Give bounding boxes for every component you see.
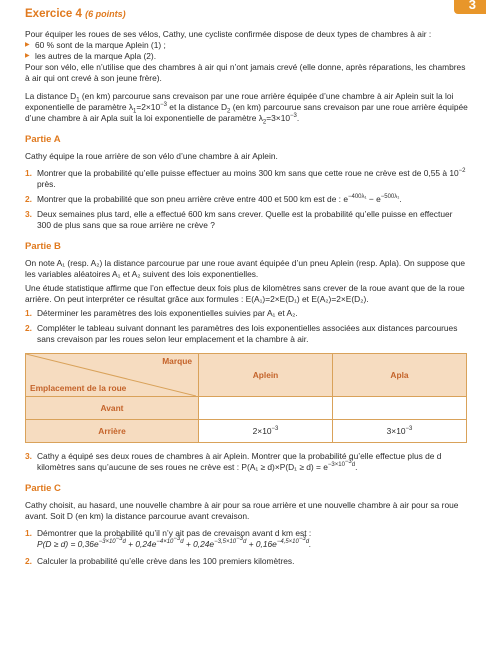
part-b-questions-2 — [25, 451, 468, 473]
part-c-formula: $P(D \ge d) = 0,36e^{-3\times 10^{-3}d} + 0,24e^{-4\times 10^{-3}d} + 0,24e^{-3,5\times 10^{-3}d} + 0,16e^{-4,5\times 10^{-3}d}$. — [37, 536, 312, 549]
part-a-q2: 2. Montrer que la probabilité que son pneu arrière crève entre 400 et 500 km est de : $e^{-400\lambda_1} - e^{-500\lambda_1}$. — [25, 194, 402, 204]
part-b-q2: 2. Compléter le tableau suivant donnant les paramètres des lois exponentielles associées aux distances parcourues sans crevaison par les roues selon leur emplacement et la chambre à air. — [25, 323, 458, 344]
part-b-title: Partie B — [25, 241, 61, 252]
row-arriere: Arrière — [26, 420, 199, 443]
part-a-intro: Cathy équipe la roue arrière de son vélo d’une chambre à air Aplein. — [25, 151, 278, 161]
intro-paragraph-2: Pour son vélo, elle n’utilise que des chambres à air qui n’ont jamais crevé (elle donne, après réparations, les chambres à air qui ont crevé à son jeune frère). — [25, 62, 466, 83]
part-b-p2: Une étude statistique affirme que l’on effectue deux fois plus de kilomètres sans crever de la roue avant que de la roue arrière. On peut interpréter ce résultat grâce aux formules : E(A₁)=2×E(D₁) et E(A₂)=2×E(D₂). — [25, 283, 465, 304]
part-b-p1: On note A₁ (resp. A₂) la distance parcourue par une roue avant équipée d’un pneu Aplein (resp. Apla). On suppose que les variables aléatoires A₁ et A₂ suivent des lois exponentielles. — [25, 258, 466, 279]
header-emplacement: Emplacement de la roue — [30, 383, 127, 393]
exercise-title — [25, 8, 468, 21]
row-avant: Avant — [26, 397, 199, 420]
cell-arriere-apla: $3\times 10^{-3}$ — [333, 420, 467, 443]
title-points: (6 points) — [85, 9, 126, 19]
bullet-aplein: ▶ 60 % sont de la marque Aplein (1) ; — [25, 40, 468, 51]
intro-paragraph-1: Pour équiper les roues de ses vélos, Cathy, une cycliste confirmée dispose de deux types de chambres à air : — [25, 29, 432, 39]
part-c-q2: 2. Calculer la probabilité qu’elle crève dans les 100 premiers kilomètres. — [25, 556, 295, 566]
table-corner-cell — [26, 354, 199, 397]
part-c-title: Partie C — [25, 483, 61, 494]
part-c-questions — [25, 528, 468, 567]
part-a-title: Partie A — [25, 134, 61, 145]
header-aplein: Aplein — [199, 354, 333, 397]
part-b-questions — [25, 308, 468, 345]
cell-avant-apla[interactable] — [333, 397, 467, 420]
part-b-q3: 3. Cathy a équipé ses deux roues de chambres à air Aplein. Montrer que la probabilité qu’elle effectue plus de d kilomètres sans qu’aucune de ses roues ne crève est : $P(A_1 \ge d)\times P(D_1 \ge d) = e^{-3\times 10^{-3}d}$. — [25, 451, 442, 472]
part-a-q3: 3. Deux semaines plus tard, elle a effectué 600 km sans crever. Quelle est la probabilité qu’elle puisse en effectuer 300 de plus sans que sa roue arrière ne crève ? — [25, 209, 453, 230]
part-a-q1: 1. Montrer que la probabilité qu’elle puisse effectuer au moins 300 km sans que cette roue ne crève est de 0,55 à $10^{-2}$ près. — [25, 168, 466, 189]
header-apla: Apla — [333, 354, 467, 397]
part-c-p1: Cathy choisit, au hasard, une nouvelle chambre à air pour sa roue arrière et une nouvelle chambre à air pour sa roue avant. Soit D (en km) la distance parcourue avant crevaison. — [25, 500, 459, 521]
bullet-apla: ▶ les autres de la marque Apla (2). — [25, 51, 468, 62]
part-b-q1: 1. Déterminer les paramètres des lois exponentielles suivies par A₁ et A₂. — [25, 308, 298, 318]
parameters-table — [25, 353, 467, 443]
cell-avant-aplein[interactable] — [199, 397, 333, 420]
corner-number: 3 — [468, 0, 476, 12]
cell-arriere-aplein: $2\times 10^{-3}$ — [199, 420, 333, 443]
header-marque: Marque — [162, 356, 192, 366]
title-main: Exercice 4 — [25, 8, 82, 20]
exercise-page — [25, 8, 468, 571]
intro-paragraph-3: La distance $D_1$ (en km) parcourue sans crevaison par une roue arrière équipée d’une chambre à air Aplein suit la loi exponentielle de paramètre $\lambda_1=2\times 10^{-3}$ et la distance $D_2$ (en km) parcourue sans crevaison par une roue arrière équipée d’une chambre à air Apla suit la loi exponentielle de paramètre $\lambda_2=3\times 10^{-3}$. — [25, 91, 468, 126]
part-a-questions — [25, 168, 468, 231]
part-c-q1: 1. Démontrer que la probabilité qu’il n’y ait pas de crevaison avant d km est : $P(D \ge d) = 0,36e^{-3\times 10^{-3}d} + 0,24e^{-4\times 10^{-3}d} + 0,24e^{-3,5\times 10^{-3}d} + 0,16e^{-4,5\times 10^{-3}d}$. — [25, 528, 312, 549]
